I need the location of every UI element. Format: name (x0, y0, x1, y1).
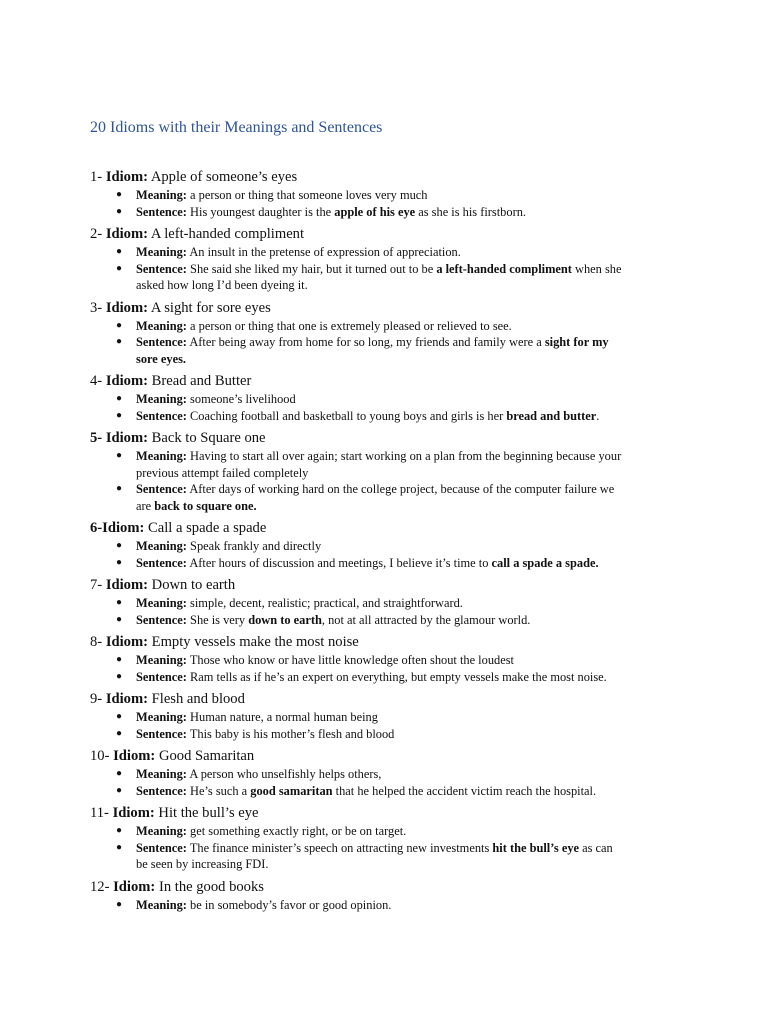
bullet-icon: ● (116, 540, 123, 551)
idiom-number: 3- (90, 299, 103, 316)
meaning-item (116, 538, 690, 555)
idiom-entry (90, 168, 690, 220)
idiom-details (90, 595, 690, 628)
sentence-line (136, 556, 599, 570)
meaning-line (136, 767, 381, 781)
idiom-details (90, 766, 690, 799)
idiom-text: Back to Square one (151, 430, 266, 446)
bullet-icon: ● (116, 393, 123, 404)
sentence-item (116, 840, 690, 873)
idiom-number: 4- (90, 373, 103, 389)
sentence-item (116, 669, 690, 686)
idiom-details (90, 897, 690, 914)
meaning-text: get something exactly right, or be on target. (190, 824, 407, 838)
meaning-text: Human nature, a normal human being (190, 710, 378, 724)
sentence-label: Sentence: (136, 669, 187, 684)
idiom-label: Idiom: (105, 691, 148, 707)
meaning-text: a person or thing that someone loves very much (190, 188, 428, 202)
idiom-details (90, 709, 690, 742)
meaning-text: Having to start all over again; start working on a plan from the beginning because your (190, 449, 622, 463)
meaning-item (116, 823, 690, 840)
sentence-text-end: . (596, 408, 600, 423)
idiom-label: Idiom: (105, 634, 148, 650)
sentence-item (116, 408, 690, 425)
idiom-entry (90, 690, 690, 742)
sentence-idiom-highlight: sight for my (544, 335, 609, 349)
meaning-line (136, 539, 321, 553)
idiom-label: Idiom: (105, 373, 148, 389)
idiom-entry (90, 576, 690, 628)
bullet-icon: ● (116, 450, 123, 461)
idiom-text: Empty vessels make the most noise (151, 634, 359, 650)
idiom-heading (90, 747, 690, 766)
idiom-text: Flesh and blood (151, 691, 245, 707)
sentence-label: Sentence: (136, 726, 187, 741)
idiom-number: 2- (90, 226, 103, 242)
idiom-label: Idiom: (105, 430, 148, 446)
meaning-line (136, 898, 391, 912)
meaning-text: be in somebody’s favor or good opinion. (190, 897, 392, 912)
idiom-label: Idiom: (113, 878, 156, 895)
meaning-label: Meaning: (136, 392, 187, 406)
bullet-icon: ● (116, 319, 123, 331)
idiom-number: 6- (90, 520, 103, 536)
meaning-label: Meaning: (136, 710, 187, 724)
sentence-text: His youngest daughter is the (190, 204, 332, 219)
meaning-label: Meaning: (136, 767, 187, 781)
meaning-label: Meaning: (136, 897, 187, 912)
sentence-text: He’s such a (190, 783, 248, 798)
sentence-text-continued: be seen by increasing FDI. (136, 857, 269, 871)
meaning-line (136, 188, 427, 202)
sentence-line (136, 335, 609, 349)
meaning-label: Meaning: (136, 824, 187, 838)
meaning-item (116, 652, 690, 669)
idiom-label: Idiom: (113, 748, 156, 764)
idiom-heading (90, 168, 690, 187)
idiom-heading (90, 299, 690, 318)
sentence-line (136, 784, 596, 798)
idiom-heading (90, 225, 690, 244)
sentence-idiom-highlight: down to earth (248, 612, 322, 627)
meaning-label: Meaning: (136, 188, 187, 202)
idiom-number: 5- (90, 430, 103, 446)
sentence-text: After days of working hard on the college project, because of the computer failure we (189, 482, 615, 496)
meaning-text: a person or thing that one is extremely pleased or relieved to see. (190, 318, 512, 333)
idiom-details (90, 538, 690, 571)
idiom-text: Bread and Butter (151, 373, 252, 389)
sentence-line (136, 613, 530, 627)
meaning-item (116, 318, 690, 335)
idiom-number: 1- (90, 169, 103, 185)
meaning-label: Meaning: (136, 539, 187, 553)
sentence-text: Ram tells as if he’s an expert on everything, but empty vessels make the most noise. (190, 669, 607, 684)
sentence-text: After being away from home for so long, my friends and family were a (189, 335, 542, 349)
sentence-label: Sentence: (136, 335, 187, 349)
idiom-label: Idiom: (102, 520, 145, 536)
idiom-details (90, 391, 690, 424)
idiom-label: Idiom: (105, 299, 148, 316)
meaning-line (136, 824, 406, 838)
idiom-heading (90, 633, 690, 652)
meaning-item (116, 187, 690, 204)
idiom-label: Idiom: (112, 805, 155, 821)
idiom-label: Idiom: (105, 577, 148, 593)
meaning-item (116, 766, 690, 783)
sentence-text-end: , not at all attracted by the glamour world. (321, 612, 531, 627)
meaning-label: Meaning: (136, 245, 187, 259)
sentence-text: She said she liked my hair, but it turned out to be (190, 261, 434, 276)
idiom-details (90, 448, 690, 514)
sentence-text-end: that he helped the accident victim reach the hospital. (335, 783, 597, 798)
bullet-icon: ● (116, 205, 123, 217)
sentence-text: After hours of discussion and meetings, I believe it’s time to (189, 555, 489, 570)
idiom-entry (90, 633, 690, 685)
meaning-line (136, 245, 461, 259)
sentence-label: Sentence: (136, 612, 187, 627)
meaning-line (136, 596, 463, 610)
meaning-label: Meaning: (136, 449, 187, 463)
idiom-text: In the good books (158, 878, 264, 895)
sentence-label: Sentence: (136, 840, 187, 855)
sentence-idiom-highlight: call a spade a spade. (491, 555, 599, 570)
idiom-details (90, 187, 690, 220)
meaning-line (136, 392, 296, 406)
idiom-number: 9- (90, 691, 103, 707)
idiom-text: Good Samaritan (158, 748, 255, 764)
idiom-text: A sight for sore eyes (150, 299, 271, 316)
idiom-label: Idiom: (105, 169, 148, 185)
idiom-details (90, 244, 690, 294)
sentence-label: Sentence: (136, 783, 187, 798)
sentence-line (136, 482, 614, 496)
meaning-item (116, 448, 690, 481)
sentence-line (136, 841, 613, 855)
meaning-line (136, 449, 621, 463)
idiom-heading (90, 690, 690, 709)
sentence-item (116, 555, 690, 572)
sentence-text-continued: asked how long I’d been dyeing it. (136, 278, 308, 292)
idiom-number: 11- (90, 805, 109, 821)
bullet-icon: ● (116, 246, 123, 257)
sentence-text: She is very (190, 612, 246, 627)
bullet-icon: ● (116, 556, 123, 568)
bullet-icon: ● (116, 727, 123, 739)
sentence-item (116, 481, 690, 514)
idiom-text: Hit the bull’s eye (158, 805, 259, 821)
bullet-icon: ● (116, 409, 123, 421)
sentence-text: Coaching football and basketball to young boys and girls is her (190, 408, 504, 423)
bullet-icon: ● (116, 784, 123, 796)
sentence-label: Sentence: (136, 482, 187, 496)
bullet-icon: ● (116, 262, 123, 274)
sentence-text-end: as can (582, 840, 613, 855)
sentence-idiom-highlight: bread and butter (506, 408, 597, 423)
sentence-idiom-highlight: apple of his eye (334, 204, 416, 219)
idiom-entry (90, 747, 690, 799)
meaning-label: Meaning: (136, 318, 187, 333)
sentence-idiom-highlight: a left-handed compliment (436, 261, 572, 276)
sentence-text: The finance minister’s speech on attracting new investments (189, 840, 490, 855)
bullet-icon: ● (116, 670, 123, 682)
sentence-item (116, 334, 690, 367)
idiom-list (90, 168, 690, 918)
bullet-icon: ● (116, 613, 123, 625)
idiom-text: Down to earth (151, 577, 236, 593)
sentence-text: This baby is his mother’s flesh and blood (189, 726, 395, 741)
sentence-label: Sentence: (136, 555, 187, 570)
idiom-heading (90, 429, 690, 448)
meaning-line (136, 319, 512, 333)
idiom-details (90, 318, 690, 368)
meaning-item (116, 709, 690, 726)
idiom-entry (90, 225, 690, 294)
idiom-heading (90, 804, 690, 823)
bullet-icon: ● (116, 336, 123, 347)
idiom-entry (90, 519, 690, 571)
bullet-icon: ● (116, 597, 123, 608)
sentence-line (136, 409, 599, 423)
idiom-heading (90, 519, 690, 538)
idiom-entry (90, 299, 690, 368)
sentence-label: Sentence: (136, 408, 187, 423)
sentence-item (116, 726, 690, 743)
sentence-line (136, 262, 621, 276)
idiom-entry (90, 429, 690, 514)
idiom-label: Idiom: (105, 226, 148, 242)
sentence-text-continued: are (136, 498, 152, 513)
idiom-heading (90, 878, 690, 897)
sentence-label: Sentence: (136, 204, 187, 219)
sentence-item (116, 261, 690, 294)
sentence-item (116, 612, 690, 629)
bullet-icon: ● (116, 898, 123, 910)
sentence-idiom-highlight: sore eyes. (136, 351, 187, 366)
meaning-item (116, 391, 690, 408)
idiom-heading (90, 372, 690, 391)
bullet-icon: ● (116, 768, 123, 779)
bullet-icon: ● (116, 825, 123, 836)
idiom-number: 8- (90, 634, 103, 650)
meaning-item (116, 897, 690, 914)
bullet-icon: ● (116, 711, 123, 722)
meaning-text: simple, decent, realistic; practical, and straightforward. (190, 596, 463, 610)
idiom-entry (90, 804, 690, 873)
sentence-text-end: when she (575, 261, 622, 276)
meaning-text: Those who know or have little knowledge often shout the loudest (189, 653, 514, 667)
meaning-item (116, 244, 690, 261)
meaning-label: Meaning: (136, 653, 187, 667)
idiom-number: 10- (90, 748, 110, 764)
idiom-text: A left-handed compliment (150, 226, 305, 242)
meaning-label: Meaning: (136, 596, 187, 610)
idiom-entry (90, 372, 690, 424)
sentence-item (116, 783, 690, 800)
sentence-line (136, 727, 394, 741)
meaning-item (116, 595, 690, 612)
bullet-icon: ● (116, 654, 123, 665)
sentence-label: Sentence: (136, 261, 187, 276)
sentence-idiom-highlight: good samaritan (250, 783, 333, 798)
idiom-text: Apple of someone’s eyes (150, 169, 298, 185)
idiom-number: 7- (90, 577, 103, 593)
sentence-idiom-highlight: back to square one. (154, 498, 257, 513)
sentence-text-end: as she is his firstborn. (418, 204, 526, 219)
idiom-heading (90, 576, 690, 595)
idiom-details (90, 823, 690, 873)
document-title: 20 Idioms with their Meanings and Sentences (90, 119, 383, 136)
idiom-number: 12- (90, 878, 110, 895)
bullet-icon: ● (116, 483, 123, 494)
sentence-idiom-highlight: hit the bull’s eye (492, 840, 580, 855)
sentence-line (136, 670, 607, 684)
meaning-text: A person who unselfishly helps others, (189, 767, 382, 781)
bullet-icon: ● (116, 841, 123, 853)
meaning-line (136, 710, 378, 724)
idiom-details (90, 652, 690, 685)
idiom-entry (90, 878, 690, 914)
meaning-line (136, 653, 514, 667)
bullet-icon: ● (116, 189, 123, 200)
sentence-item (116, 204, 690, 221)
meaning-text-continued: previous attempt failed completely (136, 465, 309, 480)
meaning-text: Speak frankly and directly (190, 539, 322, 553)
meaning-text: someone’s livelihood (190, 392, 296, 406)
idiom-text: Call a spade a spade (148, 520, 267, 536)
sentence-line (136, 205, 526, 219)
meaning-text: An insult in the pretense of expression of appreciation. (189, 245, 461, 259)
